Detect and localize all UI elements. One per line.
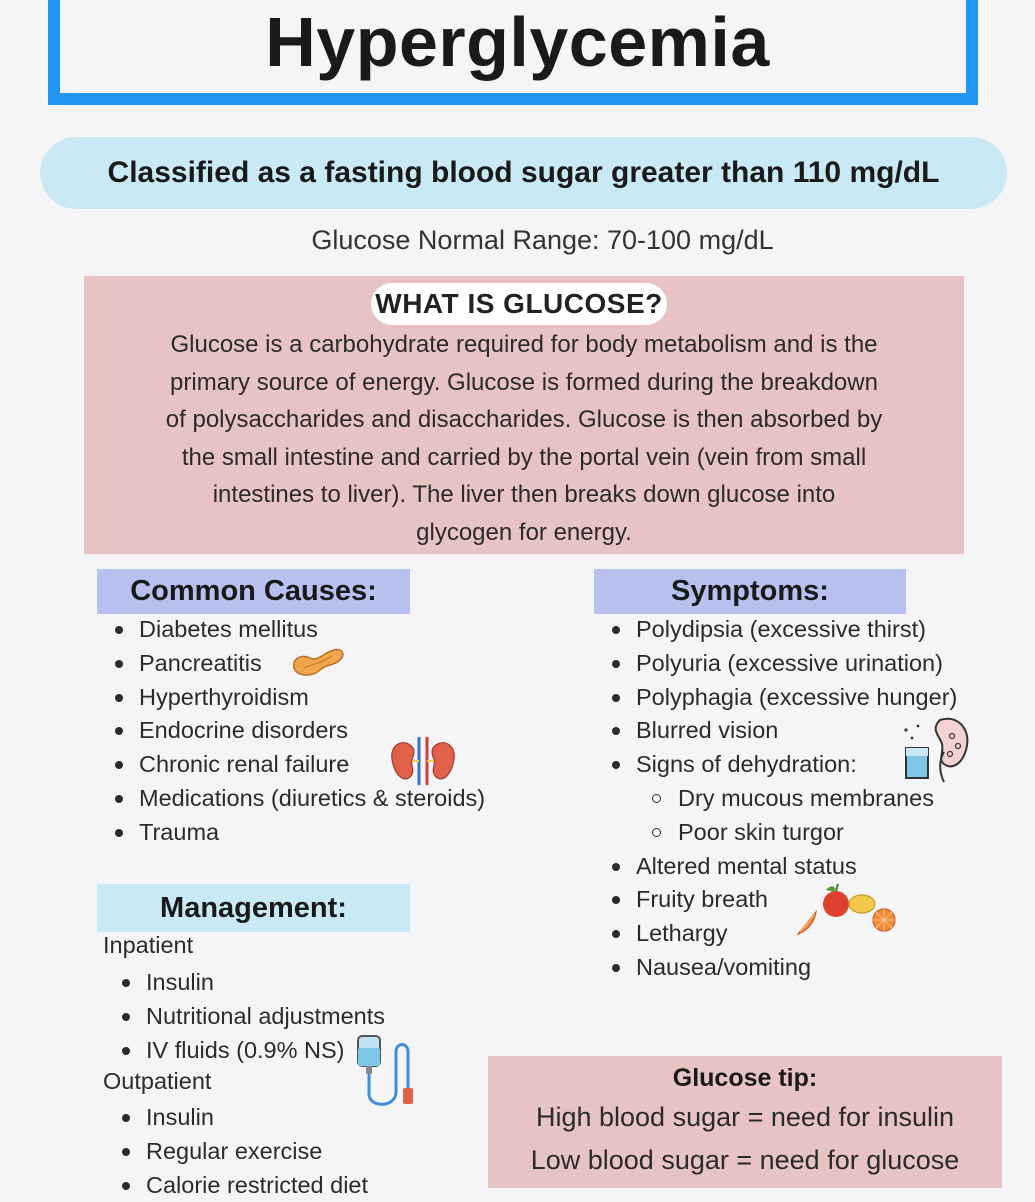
definition-pill xyxy=(40,137,1007,209)
management-header-text: Management: xyxy=(160,891,347,924)
list-item: Pancreatitis xyxy=(111,647,485,681)
list-item: Insulin xyxy=(118,1101,368,1135)
symptoms-header-text: Symptoms: xyxy=(671,575,829,607)
glucose-body-line: the small intestine and carried by the portal vein (vein from small xyxy=(181,443,867,471)
kidney-water-icon xyxy=(900,712,972,784)
list-item: Endocrine disorders xyxy=(111,714,485,748)
glucose-tip-line: High blood sugar = need for insulin xyxy=(535,1102,955,1132)
what-is-glucose-body xyxy=(96,326,952,551)
list-item: Polyuria (excessive urination) xyxy=(608,647,957,681)
what-is-glucose-heading xyxy=(371,283,667,325)
list-item: Diabetes mellitus xyxy=(111,613,485,647)
sub-list-item: Dry mucous membranes xyxy=(608,782,957,816)
glucose-body-line: primary source of energy. Glucose is formed during the breakdown xyxy=(170,368,878,396)
fruit-icon xyxy=(796,882,900,940)
list-item: Signs of dehydration: xyxy=(608,748,957,782)
normal-range-text: Glucose Normal Range: 70-100 mg/dL xyxy=(311,225,774,255)
list-item: Altered mental status xyxy=(608,850,957,884)
iv-bag-icon xyxy=(352,1032,422,1112)
list-item: Lethargy xyxy=(608,917,957,951)
symptoms-list xyxy=(608,613,957,985)
list-item: Nutritional adjustments xyxy=(118,1000,385,1034)
list-item: Polyphagia (excessive hunger) xyxy=(608,681,957,715)
list-item: Nausea/vomiting xyxy=(608,951,957,985)
outpatient-list xyxy=(118,1101,368,1202)
glucose-body-line: glycogen for energy. xyxy=(416,518,632,546)
list-item: Calorie restricted diet xyxy=(118,1169,368,1202)
list-item: Insulin xyxy=(118,966,385,1000)
list-item: Chronic renal failure xyxy=(111,748,485,782)
glucose-body-line: intestines to liver). The liver then breaks down glucose into xyxy=(212,481,836,508)
list-item: Blurred vision xyxy=(608,714,957,748)
definition-text: Classified as a fasting blood sugar greater than 110 mg/dL xyxy=(107,156,940,189)
inpatient-list xyxy=(118,966,385,1067)
list-item: Trauma xyxy=(111,816,485,850)
list-item: Polydipsia (excessive thirst) xyxy=(608,613,957,647)
pancreas-icon xyxy=(290,642,346,682)
outpatient-label: Outpatient xyxy=(103,1068,212,1094)
page-title: Hyperglycemia xyxy=(265,3,770,81)
glucose-tip-title: Glucose tip: xyxy=(672,1064,818,1092)
glucose-body-line: of polysaccharides and disaccharides. Glucose is then absorbed by xyxy=(165,406,883,433)
glucose-tip-line: Low blood sugar = need for glucose xyxy=(530,1145,960,1175)
list-item: Regular exercise xyxy=(118,1135,368,1169)
kidney-icon xyxy=(388,735,458,785)
list-item: Medications (diuretics & steroids) xyxy=(111,782,485,816)
symptoms-header xyxy=(594,569,906,614)
glucose-body-line: Glucose is a carbohydrate required for body metabolism and is the xyxy=(170,331,878,358)
list-item: Fruity breath xyxy=(608,883,957,917)
sub-list-item: Poor skin turgor xyxy=(608,816,957,850)
common-causes-header xyxy=(97,569,410,614)
what-is-glucose-heading-text: WHAT IS GLUCOSE? xyxy=(375,288,663,319)
list-item: Hyperthyroidism xyxy=(111,681,485,715)
inpatient-label: Inpatient xyxy=(103,932,194,958)
common-causes-header-text: Common Causes: xyxy=(130,575,377,607)
management-header xyxy=(97,884,410,932)
list-item: IV fluids (0.9% NS) xyxy=(118,1034,385,1068)
